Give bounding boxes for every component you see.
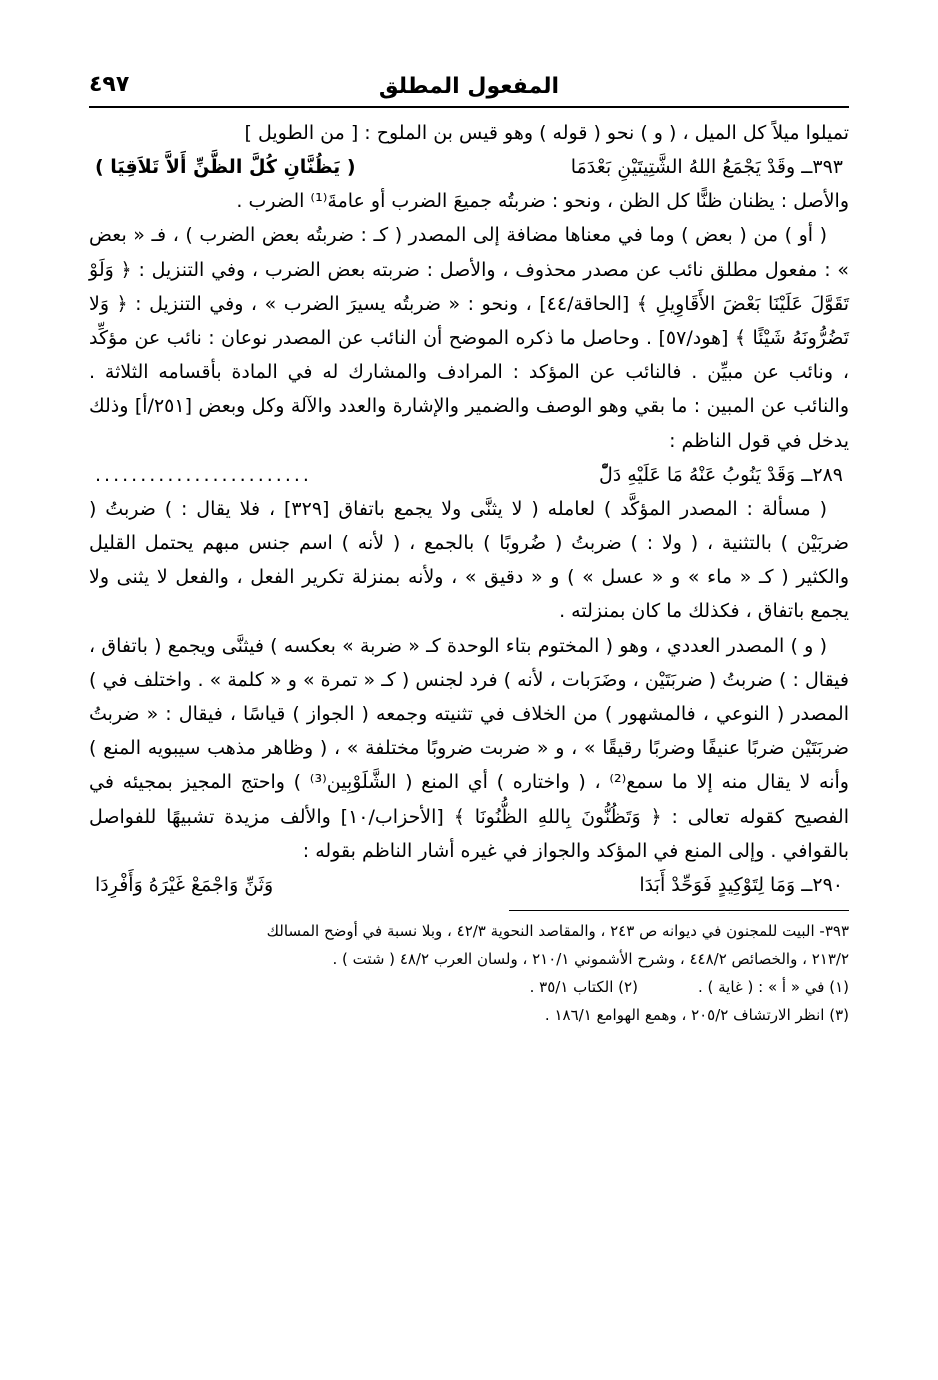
verse-393-first-hemistich: ٣٩٣ــ وقَدْ يَجْمَعُ اللهُ الشَّتِيتَيْنِ بَعْدَمَا bbox=[570, 156, 843, 179]
verse-290-first-hemistich: ٢٩٠ــ وَمَا لِتَوْكِيدٍ فَوَحِّدْ أَبَدَا bbox=[639, 874, 843, 897]
paragraph-4: ( مسألة : المصدر المؤكَّد ) لعامله ( لا يثنَّى ولا يجمع باتفاق [٣٢٩] ، فلا يقال : ) ضربتُ ( ضربَيْن ) بالتثنية ، ( ولا : ) ضربتُ ( ضُروبًا ) بالجمع ، ( لأنه ) اسم جنس مبهم يحتمل القليل والكثير ( كـ « ماء » و « عسل » ) و « دقيق » ، ولأنه بمنزلة تكرير الفعل ، والفعل لا يثنى ولا يجمع باتفاق ، فكذلك ما كان بمنزلته . bbox=[89, 497, 849, 623]
paragraph-1: تميلوا ميلاً كل الميل ، ( و ) نحو ( قوله ) وهو قيس بن الملوح : [ من الطويل ] bbox=[244, 122, 849, 144]
footnote-row bbox=[89, 973, 849, 1001]
footnote-2: (٢) الكتاب ٣٥/١ . bbox=[529, 978, 638, 997]
footnote-3: (٣) انظر الارتشاف ٢٠٥/٢ ، وهمع الهوامع ١٨٦/١ . bbox=[544, 1006, 849, 1025]
verse-290 bbox=[89, 868, 849, 902]
verse-289-second-hemistich: ........................ bbox=[95, 463, 312, 486]
verse-289 bbox=[89, 458, 849, 492]
footnote-divider bbox=[509, 910, 849, 911]
verse-289-first-hemistich: ٢٨٩ــ وَقَدْ يَنُوبُ عَنْهُ مَا عَلَيْهِ دَلّْ bbox=[599, 463, 843, 486]
verse-290-second-hemistich: وَثَنِّ وَاجْمَعْ غَيْرَهُ وَأَفْرِدَا bbox=[95, 874, 274, 897]
footnote-1: (١) في « أ » : ( غاية ) . bbox=[697, 978, 849, 997]
page-title: المفعول المطلق bbox=[378, 74, 560, 99]
paragraph-5: ( و ) المصدر العددي ، وهو ( المختوم بتاء الوحدة كـ « ضربة » بعكسه ) فيثنَّى ويجمع ( باتفاق ، فيقال : ) ضربتُ ( ضربَتَيْن ، وضَرَبات ، لأنه ) فرد لجنس ( كـ « تمرة » و « كلمة » . واختلف في ) المصدر ( النوعي ، فالمشهور ) من الخلاف في تثنيته وجمعه ( الجواز ) قياسًا ، فيقال : « ضربتُ ضربَتَيْن ضربًا عنيفًا وضربًا رقيقًا » ، و « ضربت ضروبًا مختلفة » ، ( وظاهر مذهب سيبويه المنع ) وأنه لا يقال منه إلا ما سمع⁽²⁾ ، ( واختاره ) أي المنع ( الشَّلَوْبِين⁽³⁾ ) واحتج المجيز بمجيئه في الفصيح كقوله تعالى : ﴿ وَتَظُنُّونَ بِاللهِ الظُّنُونَا ﴾ [الأحزاب/١٠] والألف مزيدة تشبيهًا للفواصل بالقوافي . وإلى المنع في المؤكد والجواز في غيره أشار الناظم بقوله : bbox=[89, 634, 849, 862]
verse-393 bbox=[89, 150, 849, 184]
book-page bbox=[89, 0, 849, 1368]
footnote-393-line-1: ٣٩٣- البيت للمجنون في ديوانه ص ٢٤٣ ، والمقاصد النحوية ٤٢/٣ ، وبلا نسبة في أوضح المسالك bbox=[266, 922, 849, 941]
running-header bbox=[89, 68, 849, 108]
footnotes bbox=[89, 917, 849, 1029]
verse-393-second-hemistich: ( يَظُنَّانِ كُلَّ الظَّنِّ أَلاَّ تَلاَقِيَا ) bbox=[95, 156, 356, 179]
paragraph-3: ( أو ) من ( بعض ) وما في معناها مضافة إلى المصدر ( كـ : ضربتُه بعض الضرب ) ، فـ « بعض » : مفعول مطلق نائب عن مصدر محذوف ، والأصل : ضربته بعض الضرب ، وفي التنزيل : ﴿ وَلَوْ تَقَوَّلَ عَلَيْنَا بَعْضَ الأَقَاوِيلِ ﴾ [الحاقة/٤٤] ، ونحو : « ضربتُه يسيرَ الضرب » ، وفي التنزيل : ﴿ وَلا تَضُرُّونَهُ شَيْئًا ﴾ [هود/٥٧] . وحاصل ما ذكره الموضح أن النائب عن المصدر نوعان : نائب عن مؤكِّد ، ونائب عن مبيِّن . فالنائب عن المؤكد : المرادف والمشارك له في المادة بأقسامه الثلاثة . والنائب عن المبين : ما بقي وهو الوصف والضمير والإشارة والعدد والآلة وكل وبعض [٢٥١/أ] وذلك يدخل في قول الناظم : bbox=[89, 224, 850, 452]
page-number: ٤٩٧ bbox=[89, 72, 130, 97]
main-text bbox=[89, 116, 849, 902]
footnote-393-line-2: ٢١٣/٢ ، والخصائص ٤٤٨/٢ ، وشرح الأشموني ٢١٠/١ ، ولسان العرب ٤٨/٢ ( شتت ) . bbox=[332, 950, 849, 969]
paragraph-2: والأصل : يظنان ظنًّا كل الظن ، ونحو : ضربتُه جميعَ الضرب أو عامةَ⁽¹⁾ الضرب . bbox=[236, 190, 849, 213]
